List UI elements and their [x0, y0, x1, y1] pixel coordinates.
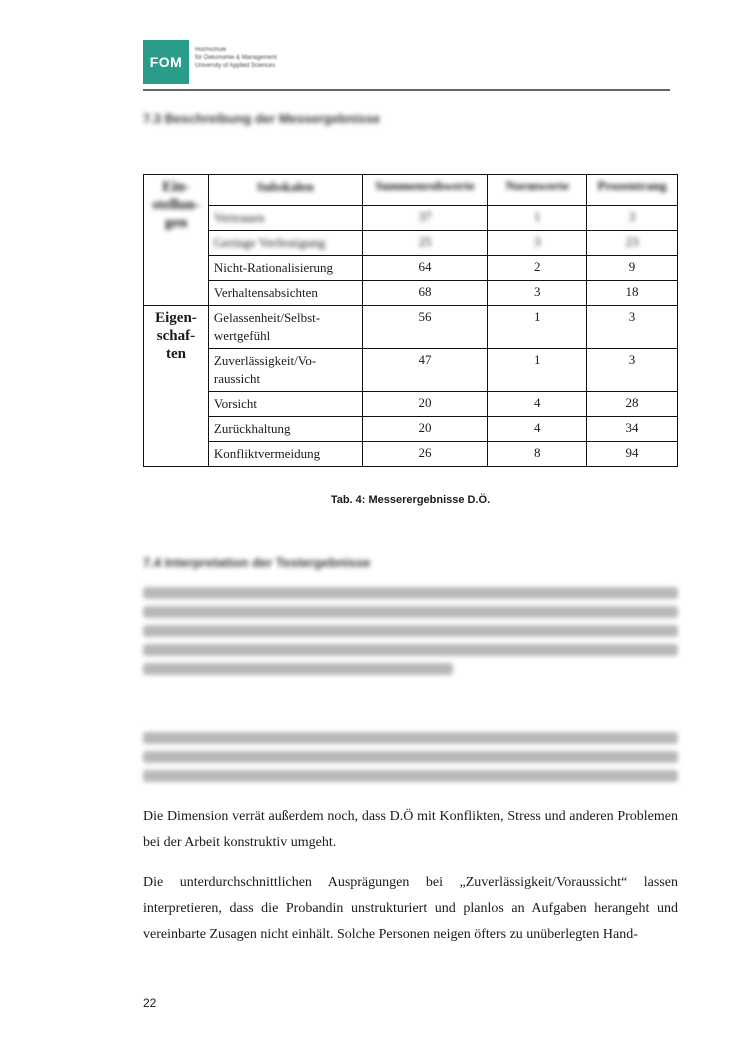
body-paragraph: Die Dimension verrät außerdem noch, dass D.Ö mit Konflikten, Stress und anderen Problemen bei der Arbeit konstruktiv umgeht.	[143, 809, 678, 850]
header-subskalen: Subskalen	[208, 175, 362, 206]
subscale-cell: Vorsicht	[208, 392, 362, 417]
subscale-cell: Konfliktvermeidung	[208, 442, 362, 467]
table-row	[144, 392, 678, 417]
norm-cell: 1	[488, 206, 587, 231]
page-header	[143, 40, 670, 94]
sum-cell: 64	[362, 256, 488, 281]
page-number: 22	[143, 996, 157, 1010]
norm-cell: 3	[488, 281, 587, 306]
percentile-cell: 3	[587, 206, 678, 231]
header-prozentrang: Prozentrang	[587, 175, 678, 206]
subscale-cell: Verhaltensabsichten	[208, 281, 362, 306]
sum-cell: 20	[362, 392, 488, 417]
category-einstellungen: Ein-stellun-gen	[144, 175, 209, 306]
results-table	[143, 174, 678, 467]
norm-cell: 1	[488, 306, 587, 349]
norm-cell: 1	[488, 349, 587, 392]
subscale-cell: Zuverlässigkeit/Vo-raussicht	[208, 349, 362, 392]
blurred-paragraph-2	[143, 725, 678, 805]
norm-cell: 3	[488, 231, 587, 256]
table-row	[144, 206, 678, 231]
table-row	[144, 281, 678, 306]
table-row	[144, 231, 678, 256]
percentile-cell: 9	[587, 256, 678, 281]
sum-cell: 20	[362, 417, 488, 442]
sum-cell: 56	[362, 306, 488, 349]
subscale-cell: Vertrauen	[208, 206, 362, 231]
table-row	[144, 256, 678, 281]
sum-cell: 25	[362, 231, 488, 256]
sum-cell: 37	[362, 206, 488, 231]
norm-cell: 8	[488, 442, 587, 467]
subscale-cell: Geringe Verfestigung	[208, 231, 362, 256]
section-heading-7-4: 7.4 Interpretation der Testergebnisse	[143, 555, 371, 570]
subscale-cell: Nicht-Rationalisierung	[208, 256, 362, 281]
blurred-paragraph-1	[143, 580, 678, 708]
body-paragraph: Die unterdurchschnittlichen Ausprägungen bei „Zuverlässigkeit/Voraussicht“ lassen interpretieren, dass die Probandin unstrukturiert und planlos an Aufgaben herangeht und vereinbarte Zusagen nicht einhält. Solche Personen neigen öfters zu unüberlegten Hand-	[143, 875, 678, 942]
category-eigenschaften: Eigen-schaf-ten	[144, 306, 209, 467]
header-summenrohwerte: Summenrohwerte	[362, 175, 488, 206]
fom-logo: FOM	[143, 40, 189, 84]
percentile-cell: 3	[587, 349, 678, 392]
table-header-row	[144, 175, 678, 206]
percentile-cell: 94	[587, 442, 678, 467]
percentile-cell: 18	[587, 281, 678, 306]
header-divider	[143, 89, 670, 91]
sum-cell: 68	[362, 281, 488, 306]
sum-cell: 26	[362, 442, 488, 467]
table-row	[144, 442, 678, 467]
sum-cell: 47	[362, 349, 488, 392]
institution-name: Hochschule für Oekonomie & Management University of Applied Sciences	[195, 47, 277, 69]
table-row	[144, 417, 678, 442]
header-normwerte: Normwerte	[488, 175, 587, 206]
norm-cell: 2	[488, 256, 587, 281]
norm-cell: 4	[488, 392, 587, 417]
subscale-cell: Gelassenheit/Selbst-wertgefühl	[208, 306, 362, 349]
table-caption: Tab. 4: Messerergebnisse D.Ö.	[330, 494, 491, 506]
subscale-cell: Zurückhaltung	[208, 417, 362, 442]
percentile-cell: 34	[587, 417, 678, 442]
percentile-cell: 28	[587, 392, 678, 417]
section-heading-7-3: 7.3 Beschreibung der Messergebnisse	[143, 111, 380, 126]
table-row	[144, 349, 678, 392]
percentile-cell: 3	[587, 306, 678, 349]
norm-cell: 4	[488, 417, 587, 442]
percentile-cell: 23	[587, 231, 678, 256]
table-row	[144, 306, 678, 349]
